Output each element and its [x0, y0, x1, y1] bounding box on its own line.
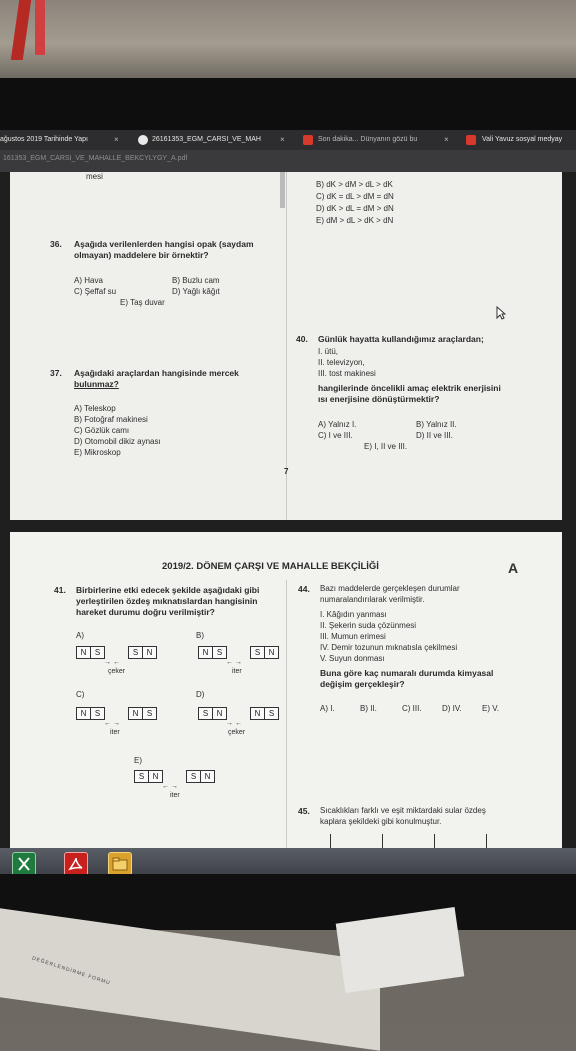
question-text: Aşağıda verilenlerden hangisi opak (saydam — [74, 239, 254, 249]
magnet-pole: N — [202, 648, 209, 657]
mouse-cursor-icon — [496, 306, 506, 320]
question-text: Aşağıdaki araçlardan hangisinde mercek — [74, 368, 239, 378]
option-a: A) Hava — [74, 276, 103, 285]
text-fragment: mesi — [86, 172, 103, 181]
question-number: 41. — [54, 585, 66, 595]
news-icon — [303, 135, 313, 145]
column-divider — [286, 580, 287, 848]
option-b: B) Fotoğraf makinesi — [74, 415, 148, 424]
option-e-label: E) — [134, 756, 142, 765]
magnet-pole: S — [138, 772, 145, 781]
option-d: D) Otomobil dikiz aynası — [74, 437, 161, 446]
magnet — [250, 707, 279, 720]
option-d-label: D) — [196, 690, 205, 699]
question-text: yerleştirilen özdeş mıknatıslardan hangisinin — [76, 596, 258, 606]
option-a-label: A) — [76, 631, 84, 640]
list-item: II. televizyon, — [318, 358, 365, 367]
magnet-pole: N — [212, 708, 226, 719]
acrobat-icon[interactable] — [64, 852, 88, 876]
magnet-pole: S — [202, 709, 209, 718]
option-a: A) Teleskop — [74, 404, 116, 413]
option-c: C) Şeffaf su — [74, 287, 117, 296]
magnet — [128, 707, 157, 720]
magnet-pole: S — [212, 647, 226, 658]
option-b: B) dK > dM > dL > dK — [316, 180, 393, 189]
option-e: E) dM > dL > dK > dN — [316, 216, 394, 225]
option-d: D) IV. — [442, 704, 462, 713]
close-icon[interactable]: × — [280, 135, 285, 144]
option-e: E) V. — [482, 704, 500, 713]
magnet — [198, 707, 227, 720]
magnet — [134, 770, 163, 783]
question-text: olmayan) maddelere bir örnektir? — [74, 250, 209, 260]
magnet-pole: N — [200, 771, 214, 782]
arrow-icon: → ← — [226, 720, 242, 727]
list-item: V. Suyun donması — [320, 654, 385, 663]
magnet-pole: N — [80, 648, 87, 657]
list-item: I. Kâğıdın yanması — [320, 610, 387, 619]
magnet-pole: N — [142, 647, 156, 658]
option-b: B) II. — [360, 704, 377, 713]
magnet-action: iter — [110, 729, 120, 736]
tab-4[interactable]: Vali Yavuz sosyal medyay — [482, 136, 563, 143]
paper-form-label: DEĞERLENDİRME FORMU — [31, 955, 112, 987]
question-prompt: ısı enerjisine dönüştürmektir? — [318, 394, 440, 404]
monitor-bezel-top — [0, 78, 576, 130]
magnet-action: iter — [170, 792, 180, 799]
flag-decoration — [35, 0, 45, 55]
container-outline — [486, 834, 487, 848]
magnet-pole: N — [80, 709, 87, 718]
option-a: A) Yalnız I. — [318, 420, 357, 429]
magnet-pole: S — [142, 708, 156, 719]
tab-3[interactable]: Son dakika... Dünyanın gözü bu — [318, 136, 418, 143]
magnet-pole: S — [90, 647, 104, 658]
question-text: kaplara şekildeki gibi konulmuştur. — [320, 817, 442, 826]
document-path: 161353_EGM_CARSI_VE_MAHALLE_BEKCYLYGY_A.pdf — [3, 155, 188, 162]
magnet — [76, 646, 105, 659]
list-item: III. Mumun erimesi — [320, 632, 386, 641]
page-margin-mark — [280, 172, 285, 208]
container-outline — [330, 834, 331, 848]
magnet-pole: N — [264, 647, 278, 658]
option-c: C) I ve III. — [318, 431, 353, 440]
magnet-pole: S — [90, 708, 104, 719]
tab-1[interactable]: ağustos 2019 Tarihinde Yapı — [0, 136, 88, 143]
booklet-letter: A — [508, 560, 519, 576]
option-c: C) III. — [402, 704, 422, 713]
option-b: B) Yalnız II. — [416, 420, 457, 429]
option-c: C) Gözlük camı — [74, 426, 130, 435]
list-item: IV. Demir tozunun mıknatısla çekilmesi — [320, 643, 458, 652]
option-c: C) dK = dL > dM = dN — [316, 192, 394, 201]
chrome-icon — [138, 135, 148, 145]
magnet-pole: S — [190, 772, 197, 781]
arrow-icon: ← → — [104, 720, 120, 727]
option-d: D) dK > dL = dM > dN — [316, 204, 394, 213]
magnet — [76, 707, 105, 720]
question-number: 45. — [298, 806, 310, 816]
question-text: Günlük hayatta kullandığımız araçlardan; — [318, 334, 484, 344]
magnet — [128, 646, 157, 659]
question-prompt: Buna göre kaç numaralı durumda kimyasal — [320, 668, 494, 678]
question-prompt: değişim gerçekleşir? — [320, 679, 405, 689]
question-text: hareket durumu doğru verilmiştir? — [76, 607, 215, 617]
option-b: B) Buzlu cam — [172, 276, 220, 285]
arrow-icon: ← → — [162, 783, 178, 790]
option-b-label: B) — [196, 631, 204, 640]
magnet — [198, 646, 227, 659]
magnet-action: çeker — [108, 668, 126, 675]
option-a: A) I. — [320, 704, 335, 713]
pdf-page-7 — [10, 172, 562, 520]
option-e: E) Mikroskop — [74, 448, 121, 457]
magnet-pole: N — [254, 709, 261, 718]
close-icon[interactable]: × — [114, 135, 119, 144]
option-e: E) Taş duvar — [120, 298, 165, 307]
arrow-icon: ← → — [226, 659, 242, 666]
pdf-page-8 — [10, 532, 562, 848]
magnet-pole: S — [264, 708, 278, 719]
question-text: Bazı maddelerde gerçekleşen durumlar — [320, 584, 460, 593]
tab-2[interactable]: 26161353_EGM_CARSI_VE_MAH — [152, 136, 261, 143]
option-d: D) II ve III. — [416, 431, 453, 440]
question-number: 44. — [298, 584, 310, 594]
folder-icon[interactable] — [108, 852, 132, 876]
option-c-label: C) — [76, 690, 85, 699]
magnet-pole: N — [132, 709, 139, 718]
question-number: 40. — [296, 334, 308, 344]
magnet-pole: N — [148, 771, 162, 782]
question-text: numaralandırılarak verilmiştir. — [320, 595, 425, 604]
list-item: III. tost makinesi — [318, 369, 376, 378]
container-outline — [434, 834, 435, 848]
arrow-icon: → ← — [104, 659, 120, 666]
close-icon[interactable]: × — [444, 135, 449, 144]
excel-icon[interactable] — [12, 852, 36, 876]
magnet-pole: S — [132, 648, 139, 657]
exam-header: 2019/2. DÖNEM ÇARŞI VE MAHALLE BEKÇİLİĞİ — [162, 561, 379, 572]
background-wall — [0, 0, 576, 80]
question-number: 37. — [50, 368, 62, 378]
question-text: Birbirlerine etki edecek şekilde aşağıdaki gibi — [76, 585, 260, 595]
magnet — [250, 646, 279, 659]
magnet — [186, 770, 215, 783]
question-prompt: hangilerinde öncelikli amaç elektrik enerjisini — [318, 383, 501, 393]
question-text: Sıcaklıkları farklı ve eşit miktardaki sular özdeş — [320, 806, 486, 815]
news-icon — [466, 135, 476, 145]
list-item: I. ütü, — [318, 347, 339, 356]
container-outline — [382, 834, 383, 848]
magnet-action: iter — [232, 668, 242, 675]
magnet-action: çeker — [228, 729, 246, 736]
list-item: II. Şekerin suda çözünmesi — [320, 621, 417, 630]
option-d: D) Yağlı kâğıt — [172, 287, 220, 296]
question-number: 36. — [50, 239, 62, 249]
question-text: bulunmaz? — [74, 379, 119, 389]
magnet-pole: S — [254, 648, 261, 657]
option-e: E) I, II ve III. — [364, 442, 408, 451]
page-number: 7 — [284, 467, 289, 476]
